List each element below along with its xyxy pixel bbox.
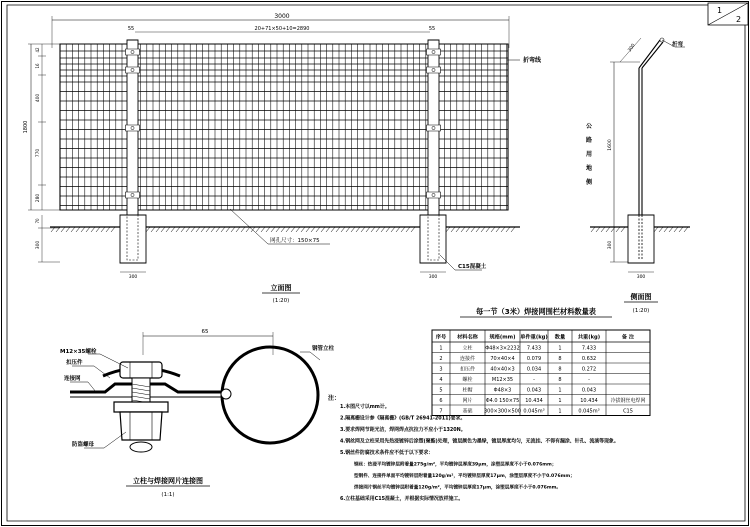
table-cell: 0.034 — [526, 366, 542, 373]
table-header-cell: 材料名称 — [457, 334, 478, 341]
side-view-scale: (1:20) — [632, 308, 650, 314]
detail-width-dim: 65 — [201, 329, 209, 335]
table-cell: 6 — [439, 398, 443, 404]
detail-title: 立柱与焊接网片连接图 — [133, 477, 203, 485]
table-grid — [432, 330, 650, 416]
table-header-cell: 备 注 — [621, 334, 635, 341]
table-header-cell: 共重(kg) — [577, 334, 601, 341]
note-line: 4.钢丝网及立柱采用先热浸镀锌后涂塑(聚酯)处理，镀层颜色为墨绿，镀层厚度均匀，无流挂、不得有漏涂、针孔、流淌等现象。 — [340, 438, 619, 445]
front-view-title: 立面图 — [270, 284, 292, 292]
page-number-box — [708, 3, 748, 25]
table-cell: 10.434 — [580, 398, 598, 404]
table-cell: Φ48×3 — [493, 387, 512, 394]
side-bend-dim: 300 — [627, 43, 637, 54]
table-cell: 0.045m³ — [523, 408, 545, 415]
table-cell: 4 — [439, 377, 443, 383]
table-cell: 3 — [439, 366, 443, 373]
table-cell: 0.045m³ — [578, 408, 600, 415]
dim-bottom-small: 70 — [35, 218, 40, 224]
table-cell: 8 — [558, 377, 562, 383]
table-cell: 5 — [439, 387, 443, 394]
label-bolt: M12×35螺栓 — [60, 349, 97, 355]
label-washer: 防盗螺母 — [72, 442, 95, 448]
dim-top-small: 42 — [35, 47, 40, 53]
front-view-scale: (1:20) — [272, 298, 290, 304]
road-label-char: 路 — [585, 137, 593, 144]
side-post-height: 1600 — [608, 139, 613, 151]
anti-theft-nut — [120, 412, 162, 440]
road-label-char: 公 — [585, 123, 593, 130]
road-label-char: 侧 — [585, 179, 593, 186]
road-label-char: 地 — [585, 165, 593, 172]
dim-mesh-formula: 20+71×50+10=2890 — [254, 26, 310, 32]
notes-heading: 注： — [328, 395, 341, 402]
table-cell: 基础 — [462, 408, 473, 415]
table-cell: 7.433 — [526, 345, 542, 352]
note-line: 6.立柱基础采用C15混凝土，并根据实际情况放样施工。 — [340, 496, 464, 502]
table-cell: 8 — [558, 366, 562, 373]
road-side-label — [585, 123, 593, 186]
table-title: 每一节（3米）焊接网围栏材料数量表 — [475, 307, 597, 316]
outer-border — [2, 2, 749, 526]
note-line: 2.隔离栅设计参《隔离栅》(GB/T 26941-2011)要求。 — [340, 415, 466, 422]
dim-footing-left: 300 — [128, 275, 138, 280]
side-view-title: 侧面图 — [630, 293, 652, 301]
table-cell: 0.043 — [581, 387, 597, 394]
note-line: 钢丝：热浸平均镀锌层附着量275g/m²，平均镀锌层厚度39μm，涂塑层厚度不小于0.076mm； — [354, 462, 557, 468]
front-view — [23, 13, 542, 304]
note-line: 型钢件、连接件单面平均镀锌层附着量120g/m²，平均镀锌层厚度17μm，涂塑层厚度不小于0.076mm； — [354, 474, 575, 479]
total-pages: 2 — [736, 15, 742, 24]
dim-280: 280 — [36, 193, 41, 203]
table-cell: Φ4.0 150×75 — [485, 398, 520, 404]
dim-post-offset-left: 55 — [127, 26, 135, 32]
material-table — [432, 307, 650, 416]
dim-770: 770 — [36, 148, 41, 158]
table-cell: 立柱 — [462, 345, 473, 352]
dim-top-2: 16 — [35, 63, 40, 69]
table-cell: 1 — [558, 345, 562, 352]
road-label-char: 用 — [585, 151, 593, 158]
table-cell: 螺栓 — [462, 377, 473, 383]
notes-block — [328, 394, 619, 503]
detail-scale: (1:1) — [161, 492, 175, 498]
dim-footing-right: 300 — [428, 275, 438, 280]
note-line: 焊接网片钢丝平均镀锌层附着量120g/m²，平均镀锌层厚度17μm，涂塑层厚度不小于0.076mm。 — [354, 485, 562, 491]
table-cell: 冷拔钢丝电焊网 — [610, 398, 646, 404]
page-num: 1 — [717, 6, 723, 15]
table-header-cell: 数量 — [554, 334, 566, 341]
table-header-cell: 序号 — [435, 334, 447, 341]
footing-right — [420, 215, 446, 263]
table-header-cell: 单件重(kg) — [520, 334, 548, 341]
table-cell: 1 — [558, 387, 562, 394]
table-cell: - — [533, 377, 535, 383]
table-cell: 300×300×500 — [483, 408, 522, 415]
label-mesh: 连接网 — [64, 376, 81, 382]
dim-400: 400 — [36, 93, 41, 103]
footing-left — [120, 215, 146, 263]
washer — [114, 402, 168, 412]
table-cell: 0.043 — [526, 387, 542, 394]
table-cell: C15 — [623, 408, 633, 415]
table-cell: 70×40×4 — [490, 356, 515, 362]
table-cell: 0.272 — [581, 366, 597, 373]
table-cell: 0.632 — [581, 356, 597, 362]
dim-post-offset-right: 55 — [428, 26, 436, 32]
note-line: 5.钢丝件防腐技术条件应不低于以下要求： — [340, 450, 434, 456]
label-mesh-size: 网孔尺寸：150×75 — [270, 238, 320, 244]
label-concrete: C15混凝土 — [458, 264, 487, 270]
table-cell: 40×40×3 — [490, 366, 515, 373]
table-cell: 10.434 — [525, 398, 543, 404]
label-post: 钢管立柱 — [312, 346, 335, 352]
note-line: 3.要求焊网节距光洁，焊网焊点抗拉力不应小于1320N。 — [340, 427, 466, 433]
table-cell: 7.433 — [581, 345, 597, 352]
table-cell: 扣压件 — [459, 366, 476, 373]
connection-detail — [60, 329, 335, 498]
table-cell: 柱帽 — [462, 387, 473, 394]
dim-total-width: 3000 — [274, 13, 290, 20]
dim-embed: 300 — [36, 240, 41, 250]
side-bend-label: 折弯 — [672, 42, 684, 48]
table-cell: - — [588, 377, 590, 383]
table-cell: 7 — [439, 408, 443, 415]
table-cell: 1 — [439, 345, 443, 352]
label-top-rail: 折弯线 — [523, 57, 542, 64]
table-cell: 1 — [558, 398, 562, 404]
table-cell: 连接件 — [459, 356, 476, 362]
table-cell: M12×35 — [491, 377, 514, 383]
table-cell: Φ48×3×2232 — [485, 345, 520, 352]
nut-top — [120, 362, 162, 378]
side-footing — [628, 215, 654, 263]
table-cell: 8 — [558, 356, 562, 362]
table-cell: 网片 — [462, 398, 473, 404]
side-view — [585, 38, 690, 314]
table-cell: 1 — [558, 408, 562, 415]
note-line: 1.本图尺寸以mm计。 — [340, 404, 390, 410]
label-clip: 扣压件 — [66, 360, 83, 366]
table-cell: 2 — [439, 356, 443, 362]
side-footing-width: 300 — [636, 275, 646, 280]
table-header-cell: 规格(mm) — [489, 334, 516, 341]
side-embed-depth: 300 — [608, 240, 613, 250]
dim-height-total: 1800 — [23, 120, 29, 134]
steel-post-section — [222, 347, 318, 443]
table-cell: 0.079 — [526, 356, 542, 362]
